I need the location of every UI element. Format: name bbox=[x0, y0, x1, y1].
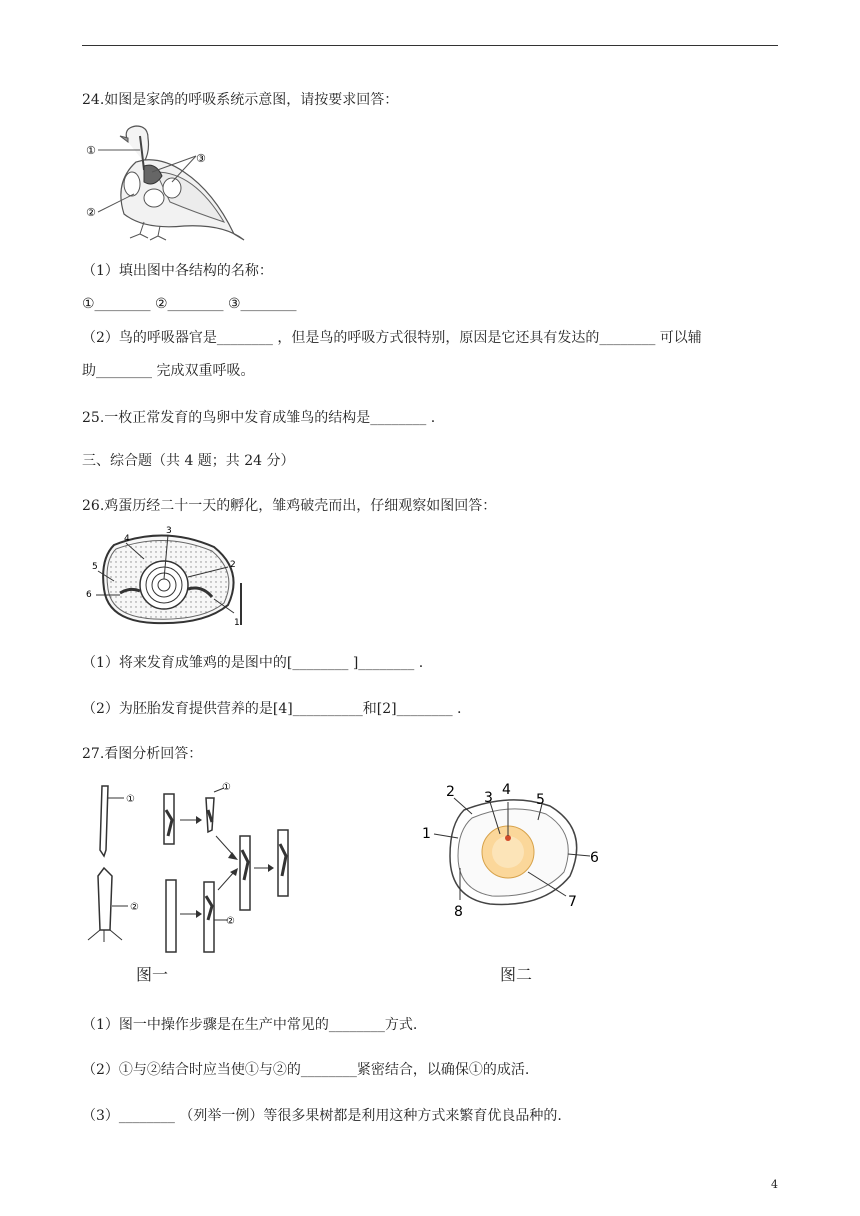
label-2: ② bbox=[86, 206, 96, 219]
fig1-label-2b: ② bbox=[226, 916, 235, 927]
q24-stem: 24.如图是家鸽的呼吸系统示意图，请按要求回答： bbox=[82, 92, 399, 108]
header-rule bbox=[82, 45, 778, 46]
grafting-figure bbox=[84, 780, 314, 980]
section-title: 三、综合题（共 4 题；共 24 分） bbox=[82, 453, 295, 469]
bird-egg-figure bbox=[420, 780, 610, 920]
q26-stem: 26.鸡蛋历经二十一天的孵化，雏鸡破壳而出，仔细观察如图回答： bbox=[82, 498, 497, 514]
q24-part1: （1）填出图中各结构的名称： bbox=[82, 263, 273, 279]
egg-label-6: 6 bbox=[86, 590, 92, 600]
fig2-label-5: 5 bbox=[536, 792, 545, 808]
fig2-label-2: 2 bbox=[446, 784, 455, 800]
q24-part2-line1: （2）鸟的呼吸器官是________ ，但是鸟的呼吸方式很特别，原因是它还具有发达的________ 可以辅 bbox=[82, 330, 702, 346]
page-number: 4 bbox=[771, 1178, 778, 1191]
fig2-label-4: 4 bbox=[502, 782, 511, 798]
egg-label-1: 1 bbox=[234, 618, 240, 628]
fig1-label-1a: ① bbox=[126, 794, 135, 805]
egg-label-4: 4 bbox=[124, 534, 130, 544]
egg-label-3: 3 bbox=[166, 526, 172, 536]
q27-part3: （3）________ （列举一例）等很多果树都是利用这种方式来繁育优良品种的. bbox=[82, 1108, 562, 1124]
fig2-label-7: 7 bbox=[568, 894, 577, 910]
fig1-caption: 图一 bbox=[136, 965, 169, 984]
q27-stem: 27.看图分析回答： bbox=[82, 746, 203, 762]
q27-part2: （2）①与②结合时应当使①与②的________紧密结合，以确保①的成活. bbox=[82, 1062, 530, 1078]
egg-label-2: 2 bbox=[230, 560, 236, 570]
fig2-label-1: 1 bbox=[422, 826, 431, 842]
egg-structure-figure bbox=[84, 525, 246, 629]
fig2-label-3: 3 bbox=[484, 790, 493, 806]
label-1: ① bbox=[86, 144, 96, 157]
fig2-label-6: 6 bbox=[590, 850, 599, 866]
fig2-caption: 图二 bbox=[500, 965, 533, 984]
q24-part2-line2: 助________ 完成双重呼吸。 bbox=[82, 363, 255, 379]
q24-part1-blanks: ①________ ②________ ③________ bbox=[82, 296, 297, 312]
egg-label-5: 5 bbox=[92, 562, 98, 572]
fig2-label-8: 8 bbox=[454, 904, 463, 920]
fig1-label-1b: ① bbox=[222, 782, 231, 793]
q26-part1: （1）将来发育成雏鸡的是图中的[________ ]________ . bbox=[82, 655, 424, 671]
fig1-label-2a: ② bbox=[130, 902, 139, 913]
q27-part1: （1）图一中操作步骤是在生产中常见的________方式. bbox=[82, 1017, 418, 1033]
label-3: ③ bbox=[196, 152, 206, 165]
q26-part2: （2）为胚胎发育提供营养的是[4]__________和[2]________ . bbox=[82, 701, 462, 717]
q25-stem: 25.一枚正常发育的鸟卵中发育成雏鸟的结构是________ . bbox=[82, 410, 436, 426]
pigeon-respiratory-figure bbox=[84, 122, 254, 244]
